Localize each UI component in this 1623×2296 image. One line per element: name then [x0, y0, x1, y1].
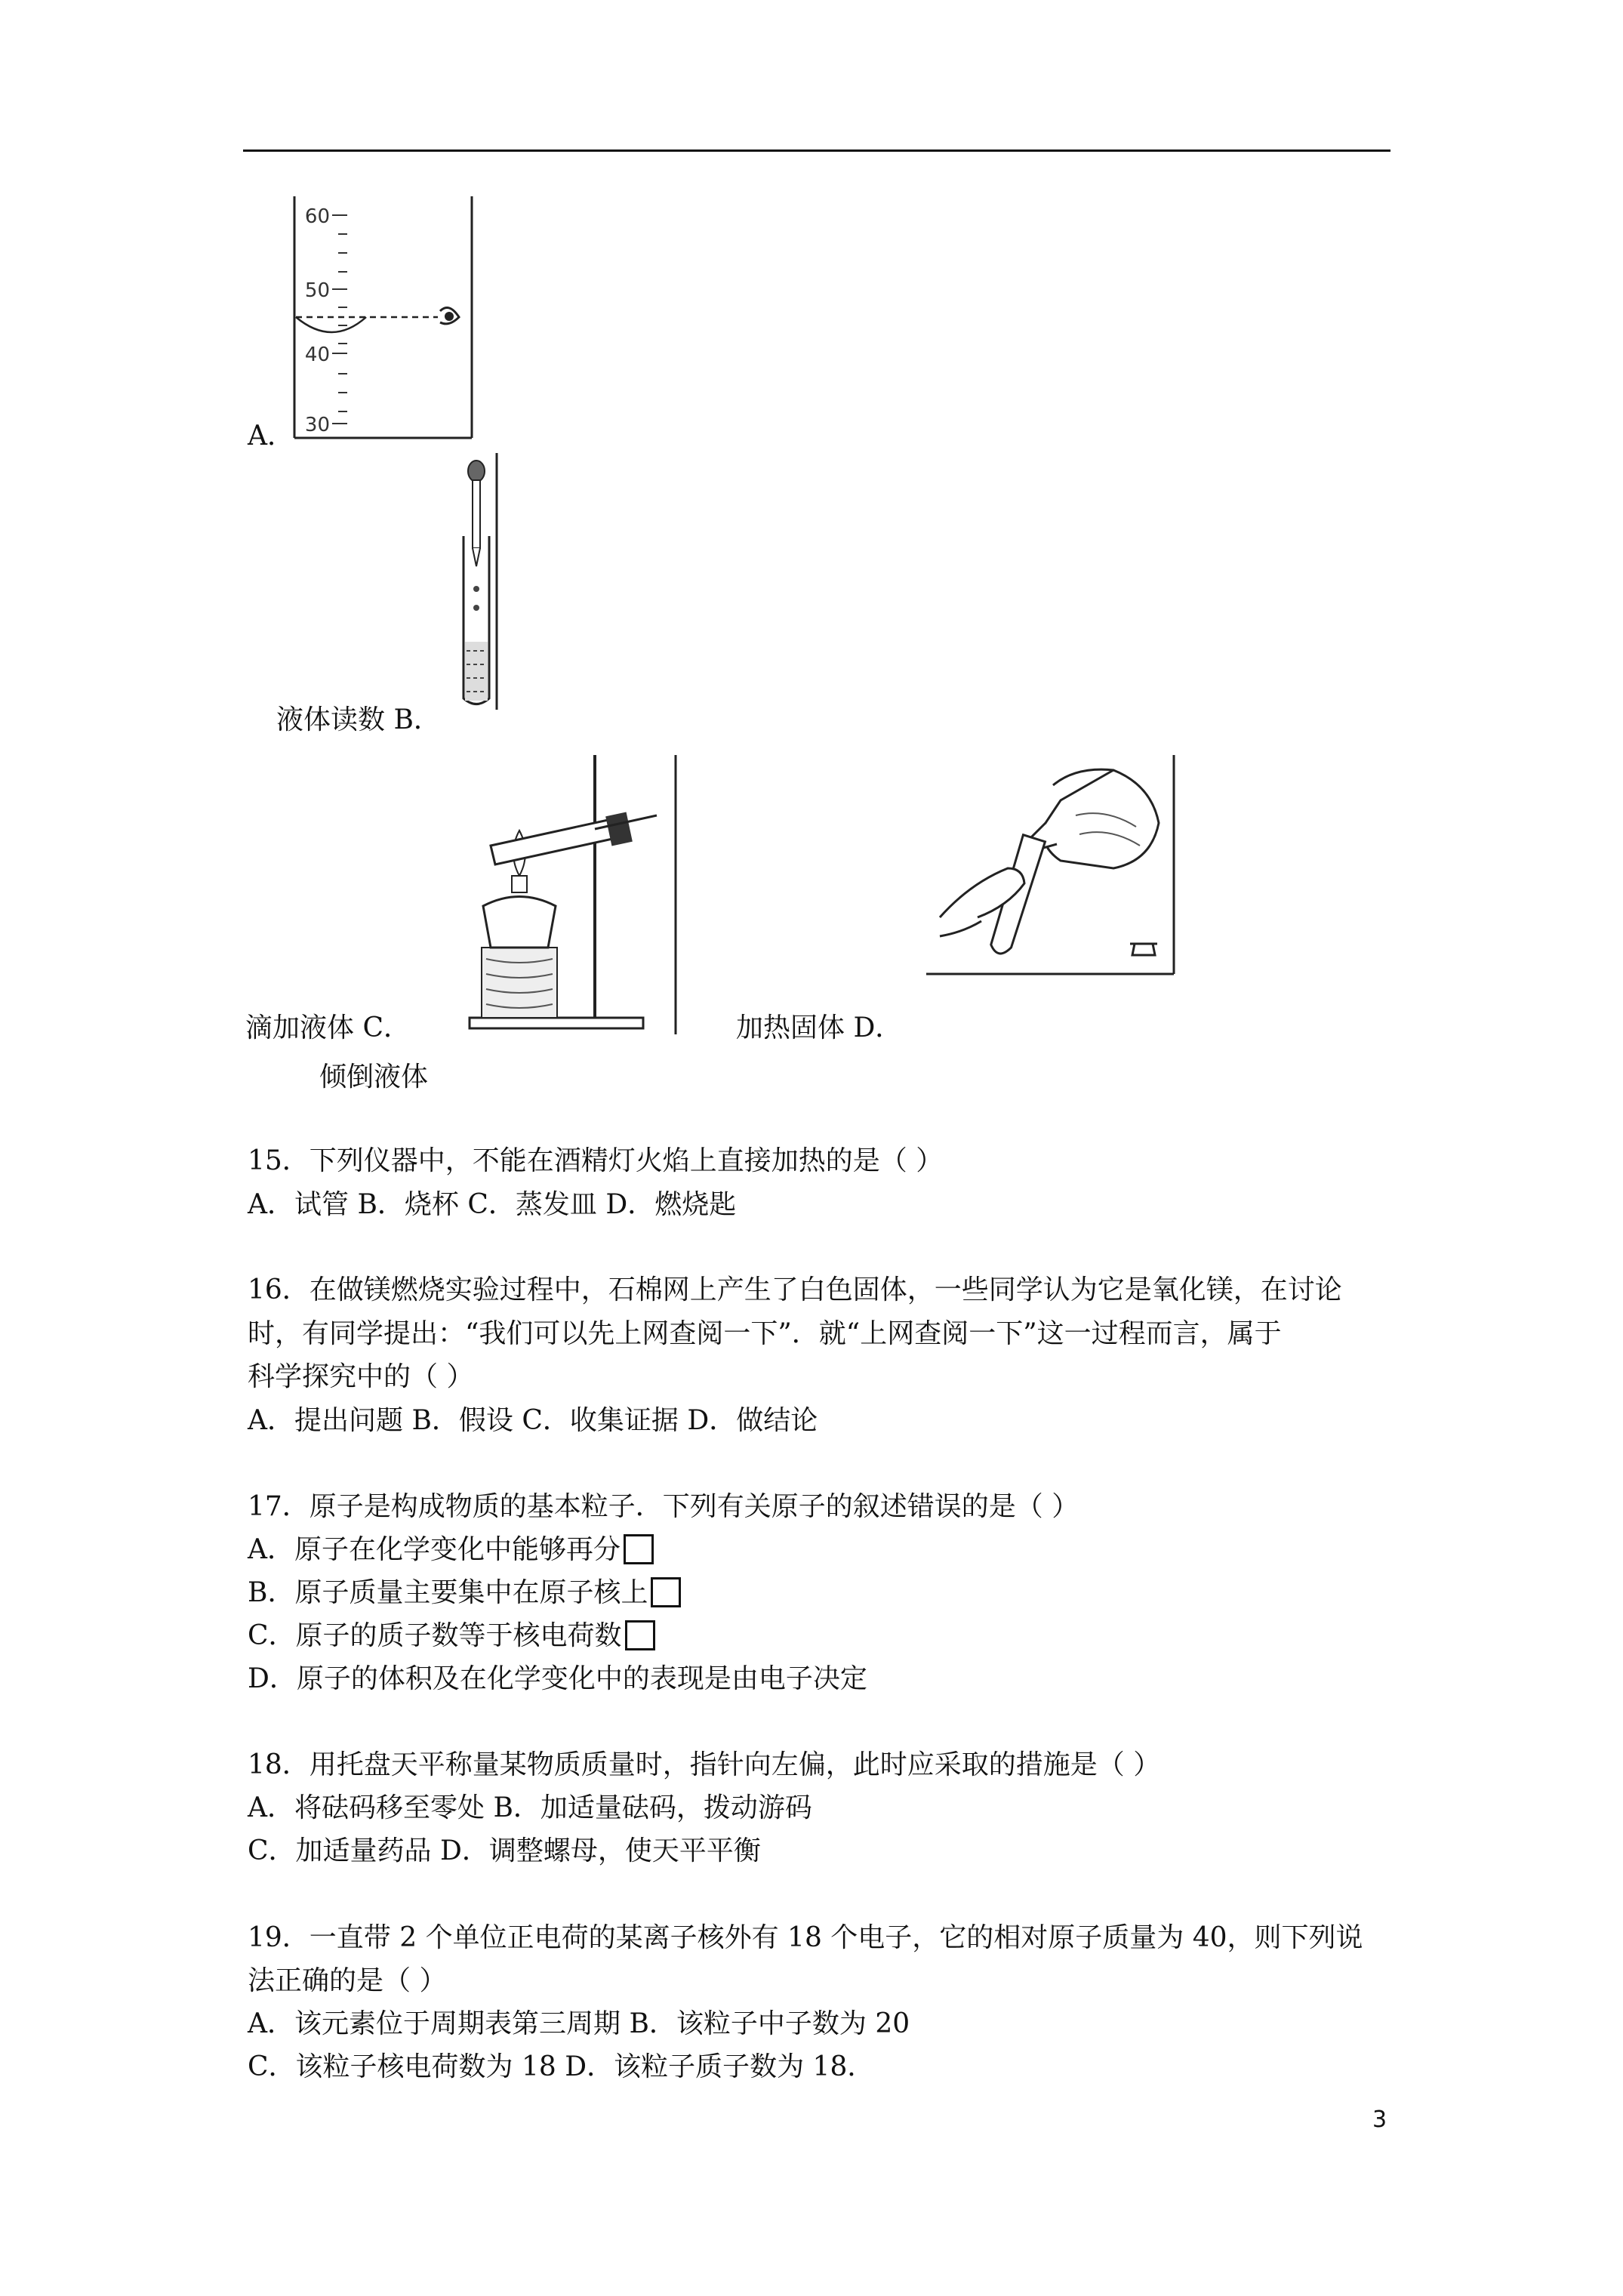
- question-18-options-line-2: C．加适量药品 D．调整螺母，使天平平衡: [248, 1835, 761, 1866]
- answer-box-c: [625, 1620, 655, 1650]
- figure-c-heating: [460, 755, 679, 1034]
- question-17-option-a: [248, 1533, 654, 1567]
- tick-50: 50: [304, 279, 330, 302]
- question-15-stem: 15．下列仪器中，不能在酒精灯火焰上直接加热的是（ ）: [248, 1145, 944, 1176]
- figure-label-b: 液体读数 B．: [276, 704, 441, 735]
- question-19-options-line-2: C．该粒子核电荷数为 18 D．该粒子质子数为 18．: [248, 2051, 875, 2082]
- question-17-stem: 17．原子是构成物质的基本粒子．下列有关原子的叙述错误的是（ ）: [248, 1491, 1079, 1522]
- figure-label-c: 滴加液体 C．: [245, 1012, 411, 1043]
- tick-30: 30: [304, 414, 330, 436]
- figure-label-a: A．: [248, 421, 294, 451]
- question-18-options-line-1: A．将砝码移至零处 B．加适量砝码，拨动游码: [248, 1792, 812, 1823]
- figure-label-d: 加热固体 D．: [736, 1012, 903, 1043]
- figure-d-pouring: [925, 755, 1181, 978]
- question-17-option-d: D．原子的体积及在化学变化中的表现是由电子决定: [248, 1663, 867, 1694]
- question-19-stem-line-1: 19．一直带 2 个单位正电荷的某离子核外有 18 个电子，它的相对原子质量为 40，则下列说: [248, 1922, 1363, 1953]
- option-text: A．原子在化学变化中能够再分: [248, 1534, 621, 1565]
- question-16-stem-line-1: 16．在做镁燃烧实验过程中，石棉网上产生了白色固体，一些同学认为它是氧化镁，在讨论: [248, 1274, 1342, 1305]
- question-18-stem: 18．用托盘天平称量某物质质量时，指针向左偏，此时应采取的措施是（ ）: [248, 1749, 1161, 1780]
- figure-b-dropper: [453, 453, 506, 710]
- tick-40: 40: [304, 344, 330, 366]
- question-17-option-b: [248, 1576, 681, 1610]
- question-15-options: A．试管 B．烧杯 C．蒸发皿 D．燃烧匙: [248, 1189, 737, 1220]
- question-19-stem-line-2: 法正确的是（ ）: [248, 1965, 447, 1996]
- figure-label-d-caption: 倾倒液体: [319, 1062, 429, 1093]
- question-17-option-c: [248, 1620, 655, 1653]
- answer-box-a: [624, 1534, 654, 1564]
- answer-box-b: [651, 1577, 681, 1607]
- option-text: B．原子质量主要集中在原子核上: [248, 1577, 648, 1608]
- page-number: 3: [1372, 2106, 1387, 2133]
- figure-a-cylinder: [287, 193, 498, 449]
- header-rule: [243, 149, 1390, 152]
- question-16-stem-line-3: 科学探究中的（ ）: [248, 1361, 474, 1392]
- question-19-options-line-1: A．该元素位于周期表第三周期 B．该粒子中子数为 20: [248, 2008, 910, 2039]
- question-16-options: A．提出问题 B．假设 C．收集证据 D．做结论: [248, 1405, 818, 1436]
- option-text: C．原子的质子数等于核电荷数: [248, 1620, 622, 1651]
- tick-60: 60: [304, 205, 330, 228]
- question-16-stem-line-2: 时，有同学提出：“我们可以先上网查阅一下”．就“上网查阅一下”这一过程而言，属于: [248, 1318, 1282, 1349]
